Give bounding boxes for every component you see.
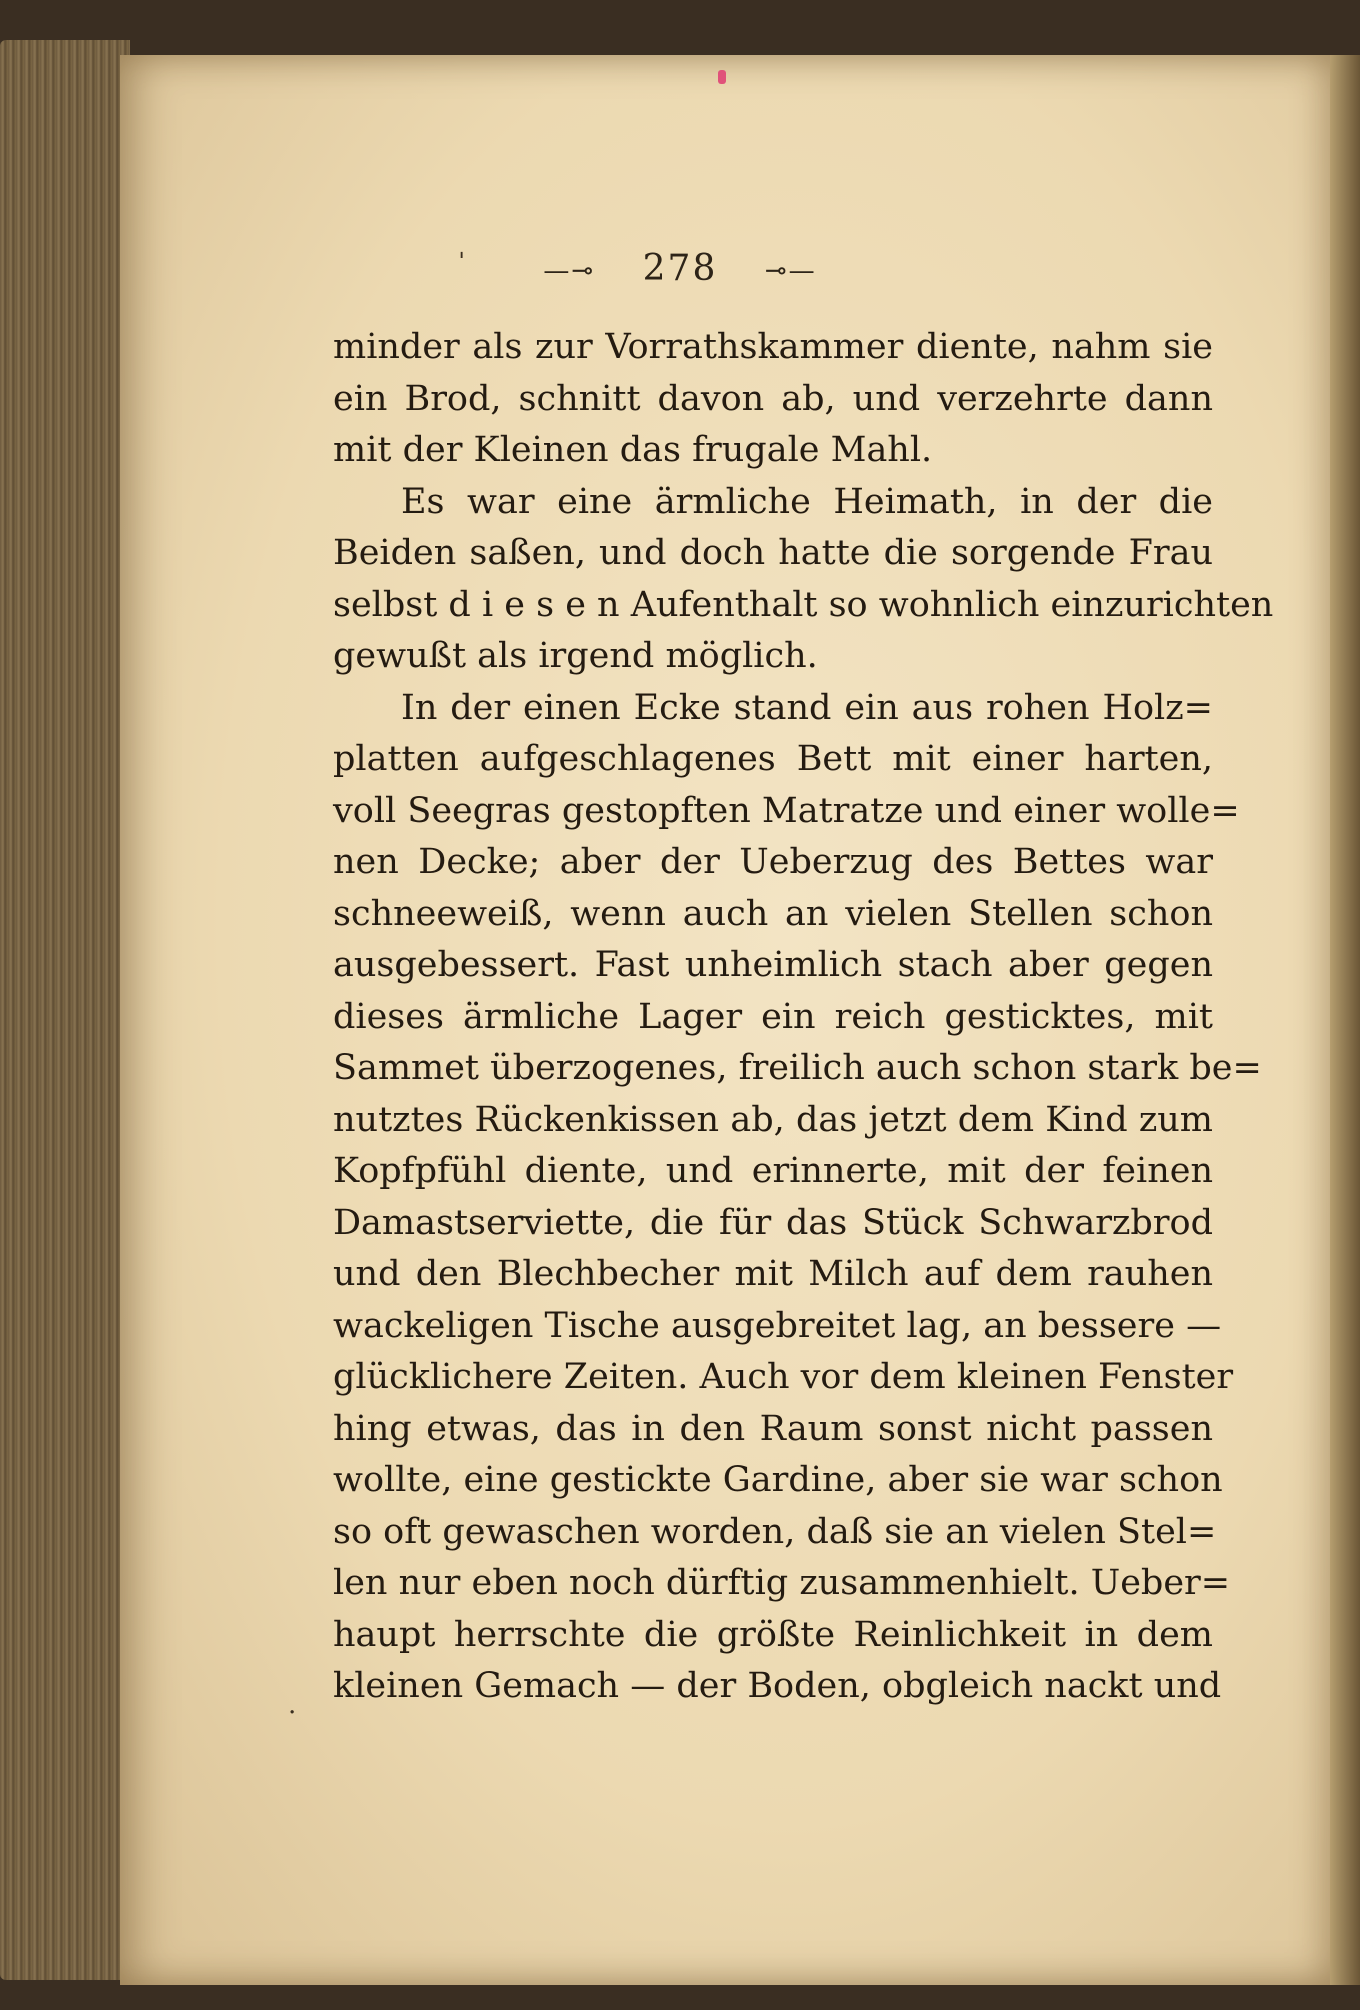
- ink-speck: .: [288, 1690, 297, 1720]
- text-line: nen Decke; aber der Ueberzug des Bettes war: [333, 842, 1213, 882]
- text-line: Beiden saßen, und doch hatte die sorgende Frau: [333, 533, 1213, 573]
- header-ornament-right: ⊸—: [764, 256, 817, 286]
- text-line: platten aufgeschlagenes Bett mit einer harten,: [333, 739, 1213, 779]
- ink-speck: ˌ: [458, 232, 466, 262]
- text-line: wackeligen Tische ausgebreitet lag, an bessere —: [333, 1305, 1222, 1346]
- text-line: Damastserviette, die für das Stück Schwarzbrod: [333, 1202, 1213, 1243]
- text-line: mit der Kleinen das frugale Mahl.: [333, 430, 933, 470]
- text-line: Sammet überzogenes, freilich auch schon stark be=: [333, 1048, 1262, 1088]
- text-line: ausgebessert. Fast unheimlich stach aber gegen: [333, 945, 1213, 985]
- text-line: minder als zur Vorrathskammer diente, nahm sie: [333, 327, 1213, 367]
- text-line: kleinen Gemach — der Boden, obgleich nackt und: [333, 1666, 1222, 1706]
- text-line: hing etwas, das in den Raum sonst nicht passen: [333, 1408, 1213, 1449]
- book-page-edges: [0, 40, 130, 1980]
- text-line: ein Brod, schnitt davon ab, und verzehrte dann: [333, 378, 1213, 419]
- book-spine-shadow: [1330, 55, 1360, 1985]
- page-header: [0, 248, 1360, 289]
- page-number: 278: [642, 248, 718, 289]
- text-line: glücklichere Zeiten. Auch vor dem kleinen Fenster: [333, 1357, 1234, 1397]
- text-line: voll Seegras gestopften Matratze und einer wolle=: [333, 790, 1240, 831]
- text-line: und den Blechbecher mit Milch auf dem rauhen: [333, 1254, 1213, 1294]
- header-ornament-left: —⊸: [543, 256, 596, 286]
- text-line: so oft gewaschen worden, daß sie an vielen Stel=: [333, 1511, 1217, 1552]
- text-line: nutztes Rückenkissen ab, das jetzt dem Kind zum: [333, 1099, 1213, 1140]
- text-line: dieses ärmliche Lager ein reich gesticktes, mit: [333, 996, 1213, 1037]
- text-line: len nur eben noch dürftig zusammenhielt. Ueber=: [333, 1563, 1231, 1603]
- body-text: [333, 322, 1274, 1713]
- text-line: Kopfpfühl diente, und erinnerte, mit der feinen: [333, 1151, 1213, 1191]
- text-line: Es war eine ärmliche Heimath, in der die: [401, 481, 1213, 522]
- text-line: wollte, eine gestickte Gardine, aber sie war schon: [333, 1460, 1223, 1500]
- bookmark-mark: [718, 70, 726, 84]
- text-line: In der einen Ecke stand ein aus rohen Holz=: [401, 687, 1213, 728]
- text-line: schneeweiß, wenn auch an vielen Stellen schon: [333, 893, 1213, 934]
- text-line: haupt herrschte die größte Reinlichkeit in dem: [333, 1614, 1213, 1655]
- text-line: selbst d i e s e n Aufenthalt so wohnlich einzurichten: [333, 584, 1274, 625]
- text-line: gewußt als irgend möglich.: [333, 636, 818, 676]
